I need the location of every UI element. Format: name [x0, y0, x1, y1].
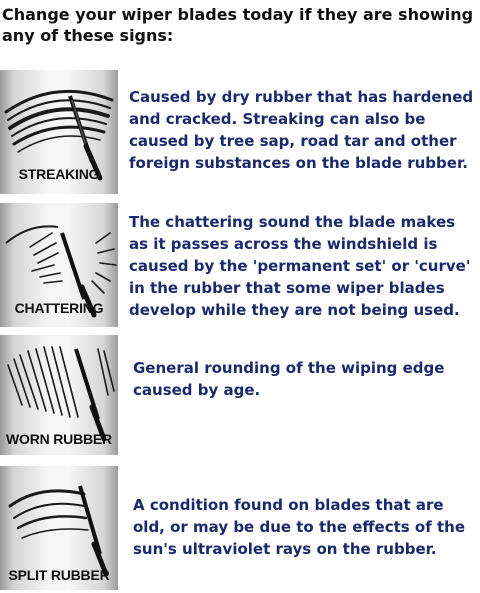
- sign-row-streaking: [0, 70, 480, 194]
- chattering-label: CHATTERING: [14, 300, 104, 316]
- sign-row-split-rubber: [0, 466, 480, 590]
- streaking-label: STREAKING: [18, 166, 100, 182]
- split-rubber-panel: [0, 466, 118, 590]
- page-heading: Change your wiper blades today if they are showing any of these signs:: [2, 5, 474, 45]
- sign-row-chattering: [0, 203, 480, 327]
- sign-row-worn-rubber: [0, 335, 480, 455]
- worn-rubber-panel: [0, 335, 118, 455]
- streaking-panel: [0, 70, 118, 194]
- split-rubber-description: A condition found on blades that are old, or may be due to the effects of the sun's ultraviolet rays on the rubber.: [133, 496, 465, 558]
- worn-rubber-label: WORN RUBBER: [6, 431, 112, 447]
- split-rubber-label: SPLIT RUBBER: [8, 567, 110, 583]
- streaking-description: Caused by dry rubber that has hardened and cracked. Streaking can also be caused by tree sap, road tar and other foreign substances on the blade rubber.: [129, 88, 474, 172]
- worn-rubber-description: General rounding of the wiping edge caused by age.: [133, 359, 445, 399]
- chattering-panel: [0, 203, 118, 327]
- chattering-description: The chattering sound the blade makes as it passes across the windshield is caused by the 'permanent set' or 'curve' in the rubber that some wiper blades develop while they are not being used.: [129, 213, 471, 319]
